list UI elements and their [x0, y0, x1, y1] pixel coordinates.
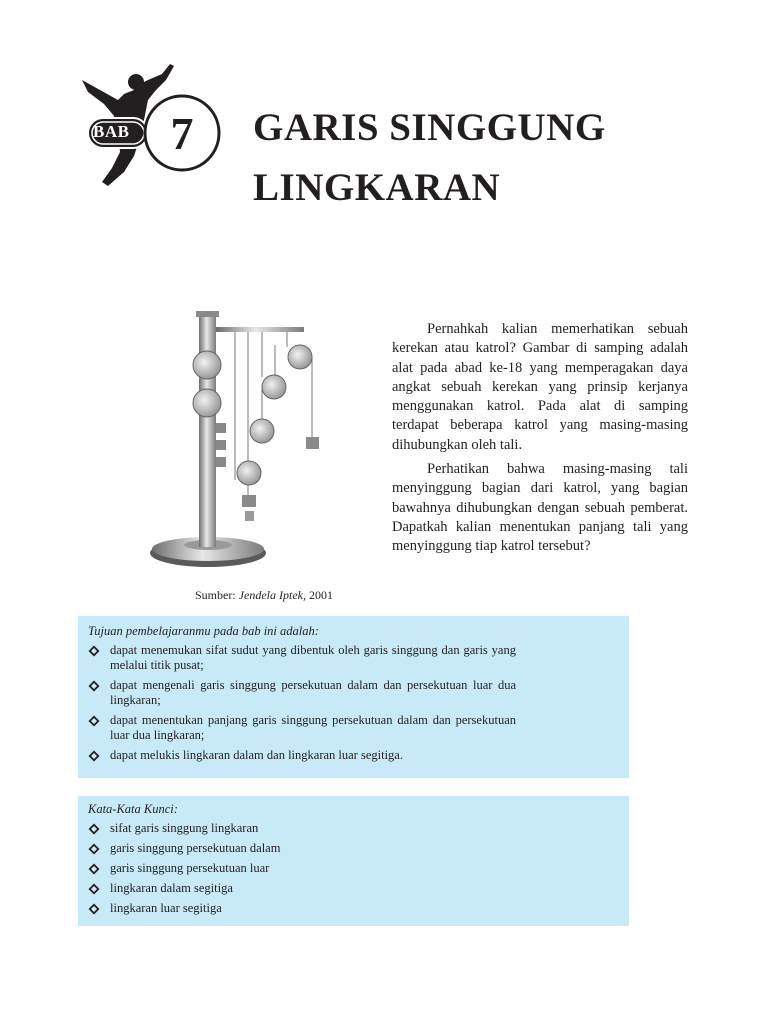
list-item [88, 841, 516, 856]
intro-paragraph: Perhatikan bahwa masing-masing tali menyinggung bagian dari katrol, yang bagian bawahnya dihubungkan dengan sebuah pemberat. Dapatkah kalian menentukan panjang tali yang menyinggung tiap katrol tersebut? [392, 461, 688, 555]
list-item [88, 821, 516, 836]
objective-text: dapat menemukan sifat sudut yang dibentuk oleh garis singgung dan garis yang melalui titik pusat; [110, 643, 516, 672]
diamond-bullet-icon [88, 680, 100, 692]
intro-text [392, 320, 688, 562]
list-item [88, 861, 516, 876]
intro-paragraph: Pernahkah kalian memerhatikan sebuah kerekan atau katrol? Gambar di samping adalah alat pada abad ke-18 yang memperagakan daya angkat sebuah kerekan yang prinsip kerjanya menggunakan katrol. Pada alat di samping terdapat beberapa katrol yang masing-masing dihubungkan oleh tali. [392, 321, 688, 453]
keyword-text: lingkaran dalam segitiga [110, 881, 233, 895]
chapter-title-line-1: GARIS SINGGUNG [253, 106, 606, 149]
objective-text: dapat melukis lingkaran dalam dan lingkaran luar segitiga. [110, 748, 403, 762]
keyword-text: garis singgung persekutuan luar [110, 861, 270, 875]
objectives-list [88, 643, 516, 768]
keywords-box [78, 796, 629, 926]
keyword-text: lingkaran luar segitiga [110, 901, 222, 915]
learning-objectives-box [78, 616, 629, 778]
keywords-list [88, 821, 516, 921]
list-item [88, 901, 516, 916]
chapter-title-line-2: LINGKARAN [253, 166, 501, 209]
chapter-label: BAB [93, 122, 130, 141]
keyword-text: garis singgung persekutuan dalam [110, 841, 281, 855]
diamond-bullet-icon [88, 823, 100, 835]
pulley-apparatus-image [140, 305, 335, 580]
objective-text: dapat menentukan panjang garis singgung persekutuan dalam dan persekutuan luar dua lingkaran; [110, 713, 516, 742]
diamond-bullet-icon [88, 715, 100, 727]
caption-source: Jendela Iptek, [238, 588, 306, 602]
diamond-bullet-icon [88, 903, 100, 915]
figure-caption [195, 588, 333, 603]
diamond-bullet-icon [88, 750, 100, 762]
caption-prefix: Sumber: [195, 588, 236, 602]
list-item [88, 713, 516, 743]
diamond-bullet-icon [88, 645, 100, 657]
list-item [88, 643, 516, 673]
diamond-bullet-icon [88, 843, 100, 855]
objectives-heading: Tujuan pembelajaranmu pada bab ini adalah: [88, 624, 319, 638]
keyword-text: sifat garis singgung lingkaran [110, 821, 259, 835]
keywords-heading: Kata-Kata Kunci: [88, 802, 178, 816]
list-item [88, 748, 516, 763]
list-item [88, 678, 516, 708]
caption-year: 2001 [308, 588, 333, 602]
chapter-number: 7 [170, 108, 194, 159]
diamond-bullet-icon [88, 883, 100, 895]
objective-text: dapat mengenali garis singgung persekutuan dalam dan persekutuan luar dua lingkaran; [110, 678, 516, 707]
list-item [88, 881, 516, 896]
diamond-bullet-icon [88, 863, 100, 875]
chapter-title [253, 98, 723, 218]
